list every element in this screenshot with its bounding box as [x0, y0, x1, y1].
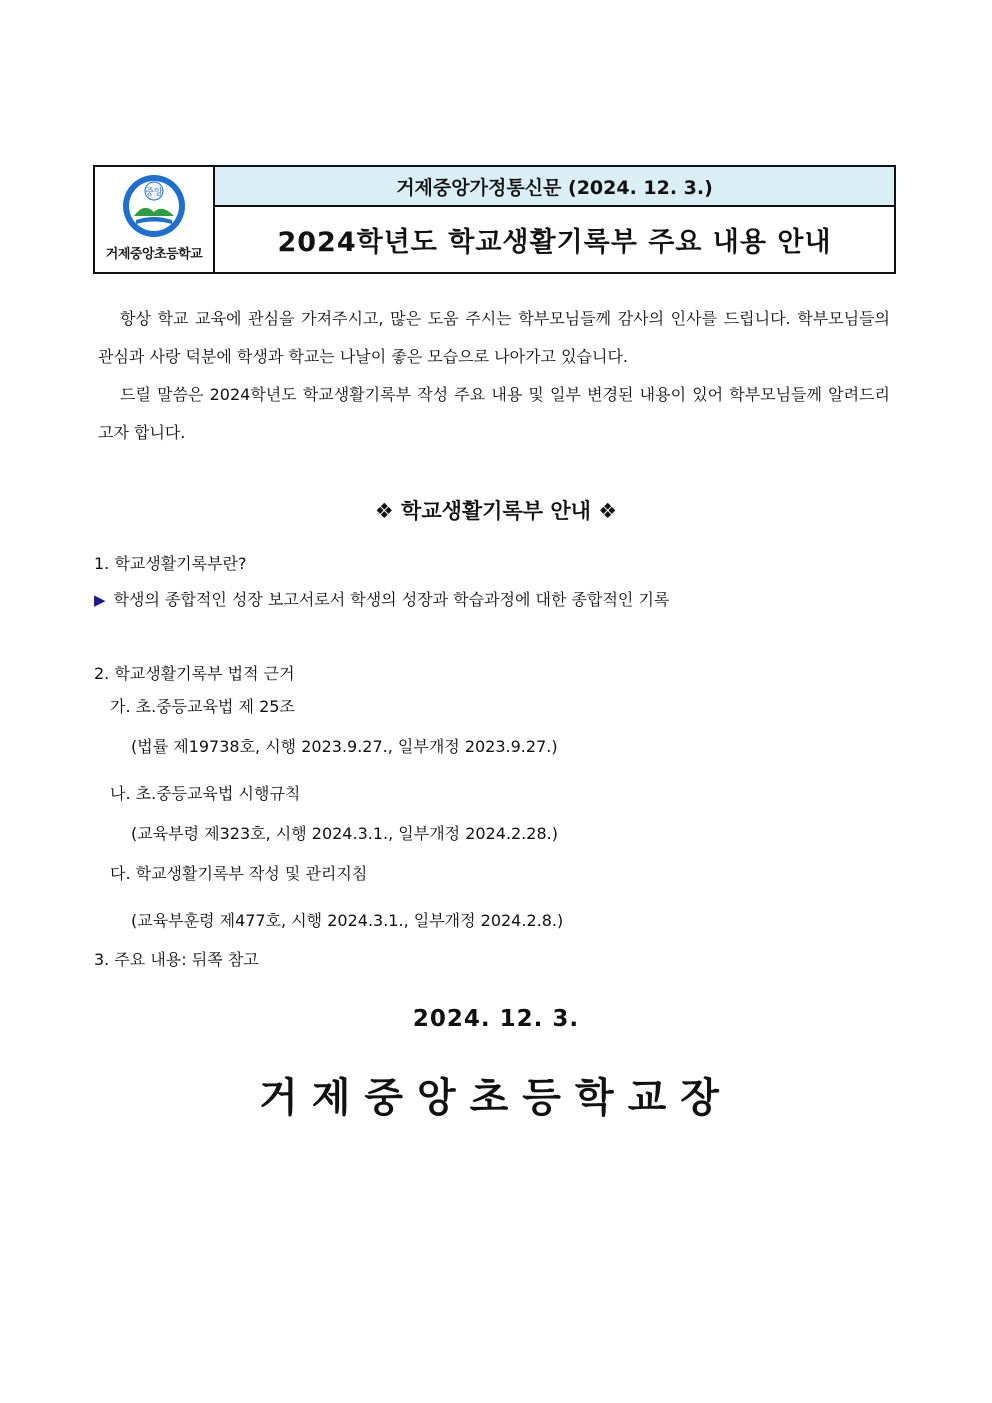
issue-date: 2024. 12. 3. — [412, 1006, 580, 1032]
header-box — [93, 165, 896, 274]
item1-description: 학생의 종합적인 성장 보고서로서 학생의 성장과 학습과정에 대한 종합적인 기록 — [113, 590, 670, 609]
item2-na-detail: (교육부령 제323호, 시행 2024.3.1., 일부개정 2024.2.28.) — [131, 824, 558, 843]
principal-signature: 거제중앙초등학교장 — [259, 1075, 733, 1121]
item1-description-row — [94, 587, 669, 610]
item1-title: 1. 학교생활기록부란? — [94, 554, 247, 573]
intro-paragraph-2: 드릴 말씀은 2024학년도 학교생활기록부 작성 주요 내용 및 일부 변경된 내용이 있어 학부모님들께 알려드리고자 합니다. — [98, 385, 890, 442]
title-cell — [215, 167, 894, 272]
item2-title: 2. 학교생활기록부 법적 근거 — [94, 664, 295, 683]
logo-cell — [95, 167, 215, 272]
triangle-arrow-icon: ▶ — [94, 591, 106, 609]
item2-na-title: 나. 초.중등교육법 시행규칙 — [110, 784, 301, 803]
item3: 3. 주요 내용: 뒤쪽 참고 — [94, 950, 259, 969]
section-heading: ❖ 학교생활기록부 안내 ❖ — [374, 499, 618, 523]
main-title: 2024학년도 학교생활기록부 주요 내용 안내 — [277, 227, 832, 258]
item2-ga-title: 가. 초.중등교육법 제 25조 — [110, 697, 295, 716]
item2-da-title: 다. 학교생활기록부 작성 및 관리지침 — [110, 864, 368, 883]
svg-text:중앙: 중앙 — [145, 188, 163, 198]
school-name-small: 거제중앙초등학교 — [105, 247, 203, 262]
intro-paragraph-1: 항상 학교 교육에 관심을 가져주시고, 많은 도움 주시는 학부모님들께 감사의 인사를 드립니다. 학부모님들의 관심과 사랑 덕분에 학생과 학교는 나날이 좋은 모습으로 나아가고 있습니다. — [98, 309, 890, 366]
item2-da-detail: (교육부훈령 제477호, 시행 2024.3.1., 일부개정 2024.2.8.) — [131, 911, 564, 930]
school-emblem-icon — [120, 172, 188, 240]
newsletter-title: 거제중앙가정통신문 (2024. 12. 3.) — [215, 167, 894, 207]
item2-ga-detail: (법률 제19738호, 시행 2023.9.27., 일부개정 2023.9.27.) — [131, 737, 558, 756]
intro-text — [98, 300, 890, 452]
